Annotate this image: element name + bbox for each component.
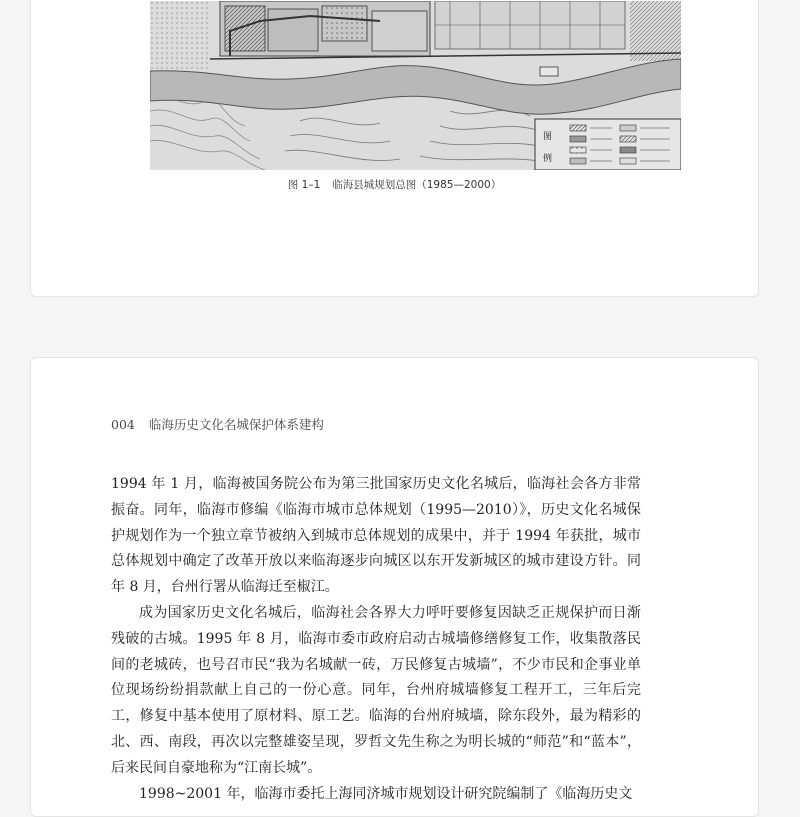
figure-title: 临海县城规划总图（1985—2000） bbox=[332, 179, 502, 191]
planning-map-figure bbox=[150, 1, 681, 170]
current-page bbox=[30, 357, 759, 817]
legend-heading-1: 图 bbox=[543, 132, 553, 142]
paragraph: 1998~2001 年，临海市委托上海同济城市规划设计研究院编制了《临海历史文 bbox=[139, 785, 633, 802]
planning-map-image bbox=[150, 1, 681, 170]
body-text bbox=[111, 472, 641, 807]
running-title: 临海历史文化名城保护体系建构 bbox=[148, 417, 324, 432]
figure-caption bbox=[31, 177, 758, 192]
running-header bbox=[111, 415, 324, 433]
page-number: 004 bbox=[111, 417, 135, 432]
paragraph: 1994 年 1 月，临海被国务院公布为第三批国家历史文化名城后，临海社会各方非常振奋。同年，临海市修编《临海市城市总体规划（1995—2010）》，历史文化名城保护规划作为一个独立章节被纳入到城市总体规划的成果中，并于 1994 年获批，城市总体规划中确定了改革开放以来临海逐步向城区以东开发新城区的城市建设方针。同年 8 月，台州行署从临海迁至椒江。 bbox=[111, 476, 641, 596]
paragraph: 成为国家历史文化名城后，临海社会各界大力呼吁要修复因缺乏正规保护而日渐残破的古城。1995 年 8 月，临海市委市政府启动古城墙修缮修复工作，收集散落民间的老城砖，也号召市民“我为名城献一砖，万民修复古城墙”，不少市民和企事业单位现场纷纷捐款献上自己的一份心意。同年，台州府城墙修复工程开工，三年后完工，修复中基本使用了原材料、原工艺。临海的台州府城墙，除东段外，最为精彩的北、西、南段，再次以完整雄姿呈现，罗哲文先生称之为明长城的“师范”和“蓝本”，后来民间自豪地称为“江南长城”。 bbox=[111, 604, 641, 776]
figure-number: 图 1–1 bbox=[287, 179, 321, 191]
legend-heading-2: 例 bbox=[543, 154, 553, 164]
previous-page bbox=[30, 0, 759, 297]
